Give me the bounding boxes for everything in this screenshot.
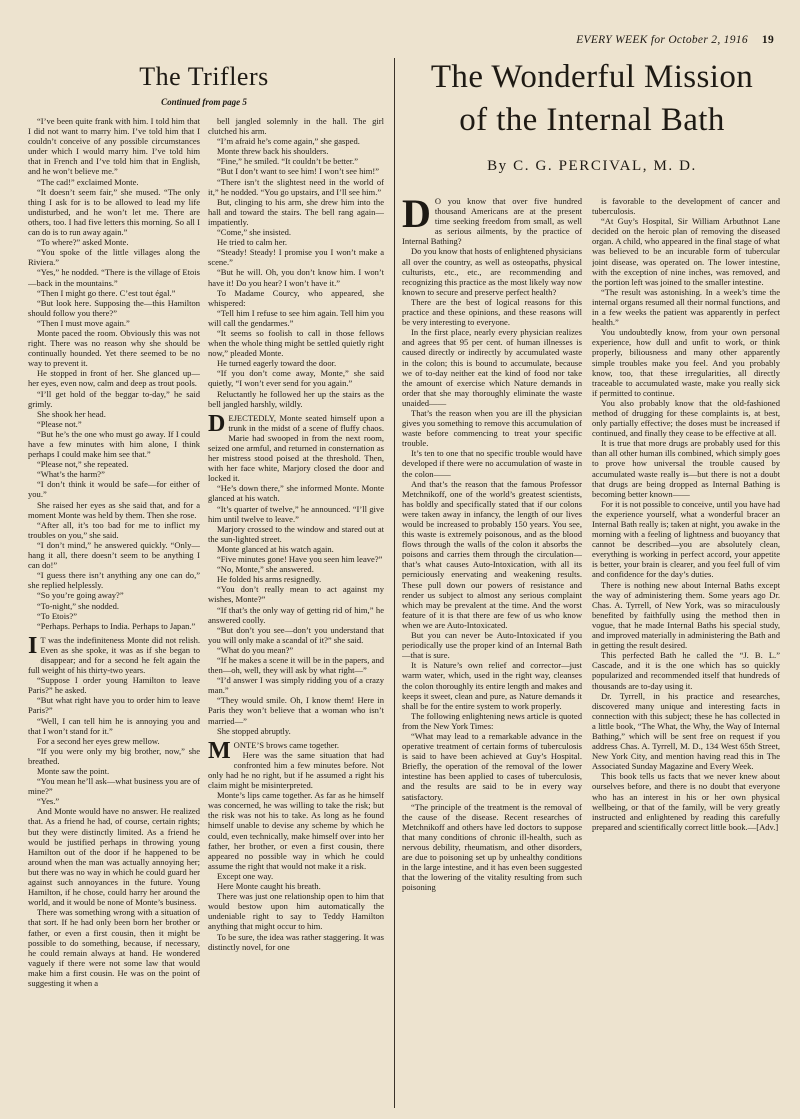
paragraph: To be sure, the idea was rather staggering. It was distinctly novel, for one: [208, 931, 384, 952]
paragraph: [402, 196, 582, 246]
paragraph: “Then I must move again.”: [37, 317, 130, 328]
paragraph: This perfected Bath he called the “J. B. L.” Cascade, and it is the one which has so quickly popularized and recommended itself that hundreds of thousands are to-day using it.: [592, 650, 780, 691]
paragraph: “So you’re going away?”: [37, 590, 124, 601]
paragraph: “Suppose I order young Hamilton to leave Paris?” he asked.: [28, 675, 200, 696]
paragraph: “Please not.”: [37, 418, 82, 429]
paragraph: In the first place, nearly every physician realizes and agrees that 95 per cent. of human illnesses is caused directly or indirectly by accumulated waste in the colon; this is bound to accumulate, because we of to-day neither eat the kind of food nor take the amount of exercise which Nature demands in order that she may thoroughly eliminate the waste unaided——: [402, 327, 582, 408]
paragraph: “If you were only my big brother, now,” she breathed.: [28, 745, 200, 766]
paragraph: [208, 410, 384, 484]
paragraph: That’s the reason when you are ill the physician gives you something to remove this accumulation of waste before commencing to treat your specific trouble.: [402, 407, 582, 449]
paragraph: Monte glanced at his watch again.: [217, 543, 334, 554]
paragraph: “But I don’t want to see him! I won’t see him!”: [217, 166, 380, 177]
paragraph-text: EJECTEDLY, Monte seated himself upon a trunk in the midst of a scene of fluffy chaos. Marie had swooped in from the next room, seized one armful, and returned in consternation as her mistress stood poised at the threshold. Then, with her face white, Marjory closed the door and locked it.: [208, 412, 384, 484]
paragraph: “He’s down there,” she informed Monte. Monte glanced at his watch.: [208, 483, 384, 504]
paragraph: “To-night,” she nodded.: [37, 600, 120, 611]
paragraph: He folded his arms resignedly.: [217, 574, 322, 585]
article-title-line-1: The Wonderful Mission: [430, 59, 754, 95]
paragraph: “Fine,” he smiled. “It couldn’t be better.”: [217, 156, 359, 167]
paragraph: Reluctantly he followed her up the stairs as the bell jangled harshly, wildly.: [208, 388, 384, 409]
paragraph-text: T was the indefiniteness Monte did not relish. Even as she spoke, it was as if she began to disappear; and for a second he felt again the full weight of his thirty-two years.: [28, 634, 200, 676]
paragraph: “To Etois?”: [37, 610, 77, 621]
paragraph: “What do you mean?”: [217, 644, 294, 655]
paragraph: To Madame Courcy, who appeared, she whispered:: [208, 287, 384, 308]
article-byline: By C. G. PERCIVAL, M. D.: [487, 158, 697, 174]
paragraph: “Well, I can tell him he is annoying you and that I won’t stand for it.”: [28, 715, 200, 736]
paragraph: She shook her head.: [37, 408, 106, 419]
paragraph: [208, 737, 384, 764]
paragraph: Monte paced the room. Obviously this was not right. There was no reason why she should be continually hounded. Yet there seemed to be no way to prevent it.: [28, 327, 200, 369]
paragraph: He stopped in front of her. She glanced up—her eyes, even now, calm and deep as trout pools.: [28, 368, 200, 389]
paragraph: “If he makes a scene it will be in the papers, and then—oh, well, they will ask by what right—”: [208, 654, 384, 676]
paragraph: She stopped abruptly.: [217, 725, 291, 736]
paragraph: “I don’t think it would be safe—for either of you.”: [28, 479, 200, 500]
paragraph: “Steady! Steady! I promise you I won’t make a scene.”: [208, 247, 384, 268]
paragraph: “I guess there isn’t anything any one can do,” she replied helplessly.: [28, 570, 200, 591]
paragraph: “I’ll get hold of the beggar to-day,” he said grimly.: [28, 388, 200, 409]
paragraph: “The cad!” exclaimed Monte.: [37, 176, 139, 187]
paragraph: “I don’t mind,” he answered quickly. “Only—hang it all, there doesn’t seem to be anything I can do!”: [28, 539, 200, 571]
article-title-line-2: of the Internal Bath: [459, 102, 725, 138]
paragraph: [28, 632, 200, 676]
paragraph: “You spoke of the little villages along the Riviera.”: [28, 247, 200, 268]
triflers-column-2: [208, 116, 384, 1106]
paragraph: Monte threw back his shoulders.: [217, 146, 329, 157]
drop-cap: I: [28, 632, 38, 659]
paragraph: Here Monte caught his breath.: [217, 881, 321, 892]
paragraph: He tried to calm her.: [217, 237, 288, 248]
running-head: [576, 34, 774, 46]
paragraph: There are the best of logical reasons for this practice and these opinions, and these reasons will be very interesting to everyone.: [402, 296, 582, 328]
paragraph: “No, Monte,” she answered.: [217, 564, 314, 575]
paragraph: “Five minutes gone! Have you seen him leave?”: [217, 554, 383, 565]
paragraph: There is nothing new about Internal Baths except the way of administering them. Some years ago Dr. Chas. A. Tyrrell, of New York, was so miraculously benefited by faithfully using the method then in vogue, that he made Internal Baths his special study, and improved materially in administering the Bath and in getting the result desired.: [592, 579, 780, 651]
paragraph: You also probably know that the old-fashioned method of drugging for these complaints is, at best, only partially effective; the doses must be increased if continued, and finally they cease to be effective at all.: [592, 397, 780, 439]
paragraph: Here was the same situation that had confronted him a few minutes before. Not only had he no right, but if he assumed a right his claim might be misinterpreted.: [208, 749, 384, 791]
paragraph: Dr. Tyrrell, in his practice and researches, discovered many unique and interesting facts in connection with this subject; these he has collected in a little book, “The What, the Why, the Way of Internal Bathing,” which will be sent free on request if you address Chas. A. Tyrrell, M. D., 134 West 65th Street, New York City, and mention having read this in The Associated Sunday Magazine and Every Week.: [592, 690, 780, 772]
paragraph: “You mean he’ll ask—what business you are of mine?”: [28, 776, 200, 797]
paragraph: “But look here. Supposing the—this Hamilton should follow you there?”: [28, 297, 200, 318]
triflers-title: The Triflers: [139, 62, 269, 91]
paragraph: “At Guy’s Hospital, Sir William Arbuthnot Lane decided on the heroic plan of removing the diseased organ. A child, who appeared in the final stage of what was believed to be an incurable form of tubercular joint disease, was operated on. The lower intestine, with the exception of nine inches, was removed, and the portion left was joined to the smaller intestine.: [592, 216, 780, 287]
paragraph: There was just one relationship open to him that would bestow upon him automatically the undeniable right to say to Teddy Hamilton anything that might occur to him.: [208, 891, 384, 932]
paragraph: “But he will. Oh, you don’t know him. I won’t have it! Do you hear? I won’t have it.”: [208, 267, 384, 288]
paragraph: “To where?” asked Monte.: [37, 237, 129, 248]
paragraph: bell jangled solemnly in the hall. The girl clutched his arm.: [208, 116, 384, 137]
paragraph: “Yes.”: [37, 796, 60, 807]
column-divider: [394, 58, 395, 1108]
drop-cap: M: [208, 737, 231, 764]
paragraph: And Monte would have no answer. He realized that. As a friend he had, of course, certain rights; but they were distinctly limited. As a friend he would be justified perhaps in throwing young Hamilton out of the door if he happened to be around when the man was actually annoying her; but there was no way in which he could guard her against such annoyances in the future. Young Hamilton, if he chose, could harry her around the world, and it would be none of Monte’s business.: [28, 806, 200, 908]
drop-cap: D: [208, 410, 226, 437]
paragraph-text: O you know that over five hundred thousand Americans are at the present time seeking freedom from small, as well as serious ailments, by the practice of Internal Bathing?: [402, 196, 582, 247]
article-column-1: [402, 196, 582, 1108]
paragraph: “There isn’t the slightest need in the world of it,” he nodded. “You go upstairs, and I’ll see him.”: [208, 176, 384, 197]
running-head-text: EVERY WEEK for October 2, 1916: [576, 34, 748, 46]
paragraph: “Then I might go there. C’est tout égal.”: [37, 287, 176, 298]
paragraph: This book tells us facts that we never knew about ourselves before, and there is no doubt that everyone who has an interest in his or her own physical wellbeing, or that of the family, will be very greatly instructed and enlightened by reading this carefully prepared and scientifically correct little book.—[Adv.]: [592, 771, 780, 832]
paragraph: “It doesn’t seem fair,” she mused. “The only thing I ask for is to be allowed to lead my life undisturbed, and he won’t let me. There are others, too. I had five letters this morning. So all I can do is to run away again.”: [28, 186, 200, 238]
paragraph: “It’s quarter of twelve,” he announced. “I’ll give him until twelve to leave.”: [208, 503, 384, 524]
paragraph-text: ONTE’S brows came together.: [233, 739, 340, 750]
paragraph: The following enlightening news article is quoted from the New York Times:: [402, 710, 582, 731]
paragraph: It is true that more drugs are probably used for this than all other human ills combined, which simply goes to prove how universal the trouble caused by accumulated waste really is—but there is not a doubt that drugs are being dropped as Internal Bathing is becoming better known——: [592, 438, 780, 499]
paragraph: There was something wrong with a situation of that sort. If he had only been born her brother or father, or even a first cousin, then it might be possible to do something, because, if necessary, he could remain always at hand. He wondered vaguely if there were not some law that would make him a first cousin. He was on the point of suggesting it when a: [28, 907, 200, 988]
paragraph: “The principle of the treatment is the removal of the cause of the disease. Recent researches of Metchnikoff and others have led doctors to suppose that many conditions of chronic ill-health, such as nervous debility, rheumatism, and other disorders, are due to poisoning set up by unhealthy conditions in the large intestine, and it has even been suggested that the lowering of the vitality resulting from such poisoning: [402, 801, 582, 893]
paragraph: “But he’s the one who must go away. If I could have a few minutes with him alone, I think perhaps I could make him see that.”: [28, 428, 200, 460]
paragraph: “Yes,” he nodded. “There is the village of Etois—back in the mountains.”: [28, 267, 200, 288]
paragraph: is favorable to the development of cancer and tuberculosis.: [592, 196, 780, 217]
paragraph: “If that’s the only way of getting rid of him,” he answered coolly.: [208, 604, 384, 625]
paragraph: “The result was astonishing. In a week’s time the internal organs resumed all their normal functions, and in a few weeks the patient was apparently in perfect health.”: [592, 286, 780, 328]
paragraph: “Tell him I refuse to see him again. Tell him you will call the gendarmes.”: [208, 307, 384, 328]
paragraph: “Perhaps. Perhaps to India. Perhaps to Japan.”: [37, 620, 196, 631]
paragraph: For it is not possible to conceive, until you have had the experience yourself, what a wonderful bracer an Internal Bath really is; taken at night, you awake in the morning with a feeling of lightness and buoyancy that cannot be described—you are absolutely clean, everything is working in perfect accord, your appetite is better, your brain is clearer, and you feel full of vim and confidence for the day’s duties.: [592, 498, 780, 580]
paragraph: For a second her eyes grew mellow.: [37, 735, 160, 746]
paragraph: “Come,” she insisted.: [217, 227, 292, 238]
paragraph: “Please not,” she repeated.: [37, 459, 129, 470]
paragraph: “They would smile. Oh, I know them! Here in Paris they won’t believe that a woman who isn’t married—”: [208, 695, 384, 726]
paragraph: “What may lead to a remarkable advance in the operative treatment of certain forms of tuberculosis is said to have been achieved at Guy’s Hospital. Briefly, the operation of the removal of the lower intestine has been applied to cases of tuberculosis, and the results are said to be in every way satisfactory.: [402, 730, 582, 802]
page-number: 19: [761, 34, 774, 46]
paragraph: It’s ten to one that no specific trouble would have developed if there were no accumulation of waste in the colon——: [402, 448, 582, 479]
paragraph: “I’d answer I was simply ridding you of a crazy man.”: [208, 675, 384, 696]
paragraph: “If you don’t come away, Monte,” she said quietly, “I won’t ever send for you again.”: [208, 368, 384, 389]
paragraph: Do you know that hosts of enlightened physicians all over the country, as well as osteopaths, physical culturists, etc., etc., are recommending and recognizing this practice as the most likely way now known to secure and preserve perfect health?: [402, 246, 582, 297]
paragraph: But, clinging to his arm, she drew him into the hall and toward the stairs. The bell rang again—impatiently.: [208, 196, 384, 227]
paragraph: “But don’t you see—don’t you understand that you will only make a scandal of it?” she said.: [208, 624, 384, 645]
paragraph: It is Nature’s own relief and corrector—just warm water, which, used in the right way, cleanses the colon thoroughly its entire length and makes and keeps it sweet, clean and pure, as Nature demands it shall be for the entire system to work properly.: [402, 660, 582, 711]
continued-note: Continued from page 5: [161, 97, 247, 107]
paragraph: Marjory crossed to the window and stared out at the sun-lighted street.: [208, 523, 384, 544]
triflers-column-1: [28, 116, 200, 1106]
paragraph: Monte’s lips came together. As far as he himself was concerned, he was willing to take the risk; but the risk was not his to take. As long as he found himself unable to devise any scheme by which he could, even technically, make himself over into her father, her brother, or even a first cousin, there appeared no possible way in which he could assume the right that would not make it a risk.: [208, 790, 384, 871]
paragraph: Monte saw the point.: [37, 766, 110, 776]
paragraph: “What’s the harm?”: [37, 469, 105, 480]
drop-cap: D: [402, 196, 431, 236]
article-column-2: [592, 196, 780, 1108]
paragraph: And that’s the reason that the famous Professor Metchnikoff, one of the world’s greatest scientists, has boldly and specifically stated that if our colons were taken away in infancy, the length of our lives would be increased to probably 150 years. You see, this waste is extremely poisonous, and as the blood flows through the walls of the colon it absorbs the poisons and carries them through the circulation—that’s what causes Auto-Intoxication, with all its perniciously enervating and weakening results. These pull down our powers of resistance and render us subject to almost any serious complaint which may be prevalent at the time. And the worst feature of it is that there are few of us who know when we are Auto-Intoxicated.: [402, 478, 582, 630]
paragraph: Except one way.: [217, 870, 274, 881]
paragraph: “I’m afraid he’s come again,” she gasped.: [217, 136, 360, 147]
paragraph: She raised her eyes as she said that, and for a moment Monte was held by them. Then she rose.: [28, 499, 200, 520]
article-title: [402, 56, 782, 142]
paragraph: You undoubtedly know, from your own personal experience, how dull and unfit to work, or think properly, biliousness and many other apparently simple troubles make you feel. And you probably know, too, that these irregularities, all directly traceable to accumulated waste, make you really sick if permitted to continue.: [592, 327, 780, 398]
paragraph: He turned eagerly toward the door.: [217, 358, 337, 369]
paragraph: “But what right have you to order him to leave Paris?”: [28, 695, 200, 716]
paragraph: “You don’t really mean to act against my wishes, Monte?”: [208, 584, 384, 605]
paragraph: But you can never be Auto-Intoxicated if you periodically use the proper kind of an Internal Bath—that is sure.: [402, 630, 582, 661]
paragraph: “After all, it’s too bad for me to inflict my troubles on you,” she said.: [28, 519, 200, 540]
paragraph: “It seems so foolish to call in those fellows when the whole thing might be settled quietly right now,” pleaded Monte.: [208, 327, 384, 359]
paragraph: “I’ve been quite frank with him. I told him that I did not want to marry him. I’ve told him that I couldn’t conceive of any possible circumstances under which I would marry him. I’ve told him that in French and I’ve told him that in English, and he won’t believe me.”: [28, 116, 200, 177]
